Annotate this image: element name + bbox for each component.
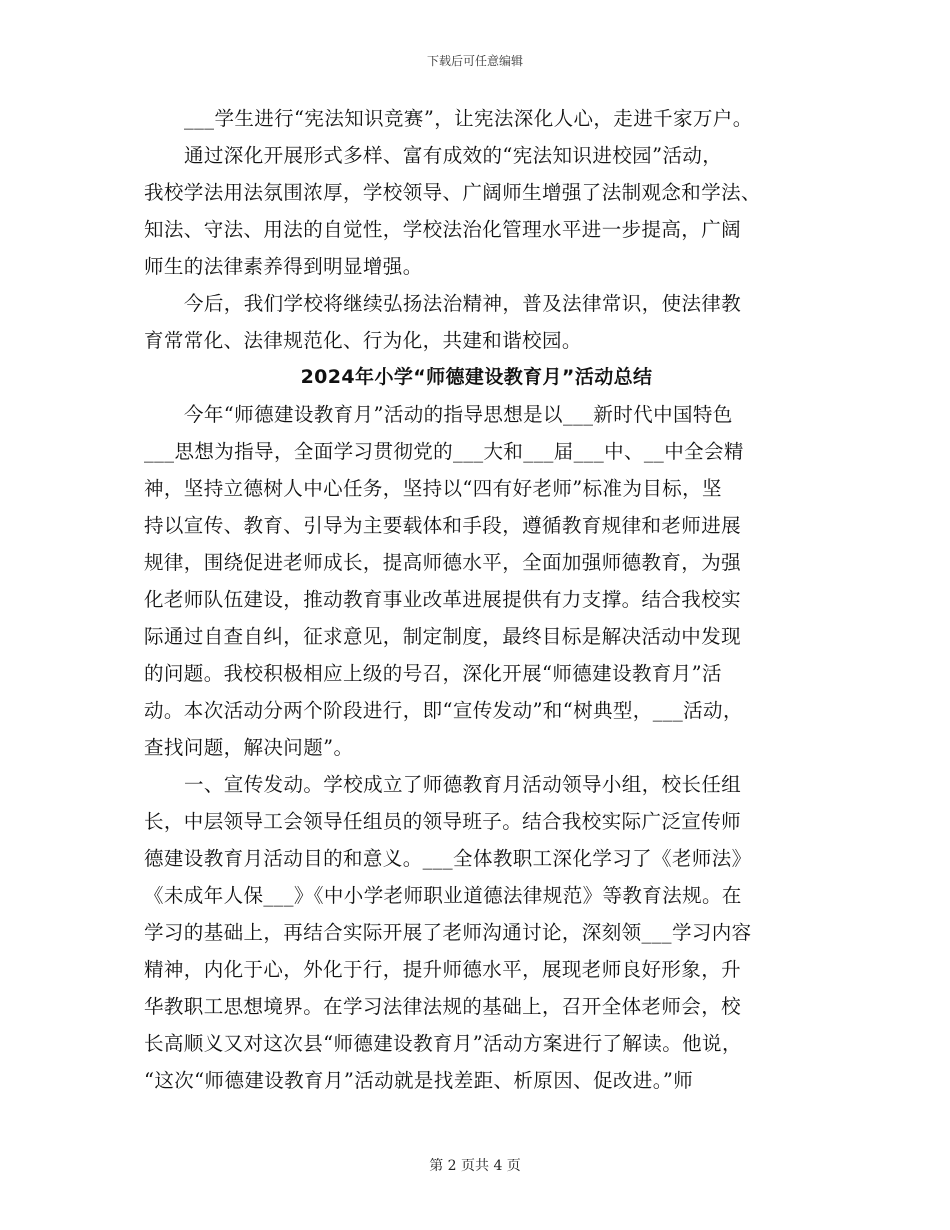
text-line: 师生的法律素养得到明显增强。 xyxy=(144,255,423,278)
text-line: 持以宣传、教育、引导为主要载体和手段，遵循教育规律和老师进展 xyxy=(144,514,742,537)
text-line: 德建设教育月活动目的和意义。___全体教职工深化学习了《老师法》 xyxy=(144,847,752,870)
text-line: 精神，内化于心，外化于行，提升师德水平，展现老师良好形象，升 xyxy=(144,958,742,981)
text-line: 的问题。我校积极相应上级的号召，深化开展“师德建设教育月”活 xyxy=(144,662,722,685)
text-line: ___学生进行“宪法知识竞赛”，让宪法深化人心，走进千家万户。 xyxy=(184,107,753,130)
text-line: 动。本次活动分两个阶段进行，即“宣传发动”和“树典型，___活动， xyxy=(144,699,743,722)
text-line: 一、宣传发动。学校成立了师德教育月活动领导小组，校长任组 xyxy=(184,773,742,796)
text-line: 际通过自查自纠，征求意见，制定制度，最终目标是解决活动中发现 xyxy=(144,625,742,648)
text-line: 今年“师德建设教育月”活动的指导思想是以___新时代中国特色 xyxy=(184,403,733,426)
text-line: 《未成年人保___》《中小学老师职业道德法律规范》等教育法规。在 xyxy=(144,884,742,907)
text-line: 育常常化、法律规范化、行为化，共建和谐校园。 xyxy=(144,329,582,352)
text-line: 神，坚持立德树人中心任务，坚持以“四有好老师”标准为目标，坚 xyxy=(144,477,722,500)
text-line: 今后，我们学校将继续弘扬法治精神，普及法律常识，使法律教 xyxy=(184,292,742,315)
text-line: 查找问题，解决问题”。 xyxy=(144,736,354,759)
text-line: 我校学法用法氛围浓厚，学校领导、广阔师生增强了法制观念和学法、 xyxy=(144,181,761,204)
section-title: 2024年小学“师德建设教育月”活动总结 xyxy=(300,366,653,388)
text-line: 华教职工思想境界。在学习法律法规的基础上，召开全体老师会，校 xyxy=(144,995,742,1018)
document-body xyxy=(144,100,809,1099)
text-line: 化老师队伍建设，推动教育事业改革进展提供有力支撑。结合我校实 xyxy=(144,588,742,611)
page-footer: 第 2 页共 4 页 xyxy=(429,1158,521,1174)
page-header: 下载后可任意编辑 xyxy=(426,54,523,68)
text-line: 学习的基础上，再结合实际开展了老师沟通讨论，深刻领___学习内容 xyxy=(144,921,752,944)
text-line: 规律，围绕促进老师成长，提高师德水平，全面加强师德教育，为强 xyxy=(144,551,742,574)
text-line: “这次“师德建设教育月”活动就是找差距、析原因、促改进。”师 xyxy=(144,1069,694,1092)
text-line: 长，中层领导工会领导任组员的领导班子。结合我校实际广泛宣传师 xyxy=(144,810,742,833)
text-line: 知法、守法、用法的自觉性，学校法治化管理水平进一步提高，广阔 xyxy=(144,218,742,241)
text-line: ___思想为指导，全面学习贯彻党的___大和___届___中、__中全会精 xyxy=(144,440,744,463)
text-line: 长高顺义又对这次县“师德建设教育月”活动方案进行了解读。他说， xyxy=(144,1032,742,1055)
text-line: 通过深化开展形式多样、富有成效的“宪法知识进校园”活动， xyxy=(184,144,723,167)
